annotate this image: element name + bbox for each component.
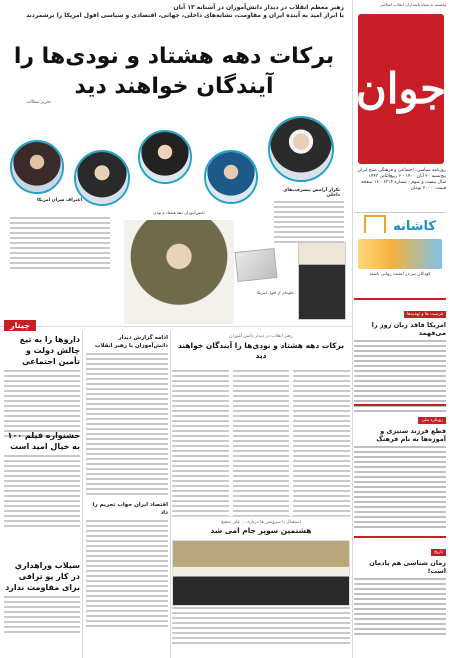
middle-column xyxy=(86,334,168,630)
house-icon xyxy=(364,215,386,233)
masthead-motto: وابسته به سپاه پاسداران انقلاب اسلامی xyxy=(379,2,446,7)
collage-caption-title: اعتراف سران امریکا xyxy=(37,198,82,203)
newspaper-logo[interactable]: جوان xyxy=(358,14,444,164)
masthead-info xyxy=(352,168,446,192)
section-tag: چیتار xyxy=(4,320,36,331)
leader-photo xyxy=(268,116,334,182)
left-story-body xyxy=(4,370,80,437)
sport-title[interactable]: هشتمین سوپر جام امی شد xyxy=(210,526,312,535)
rail-story-2[interactable] xyxy=(354,404,446,531)
student-photo xyxy=(204,150,258,204)
left-story-1[interactable] xyxy=(4,334,80,440)
team-photo xyxy=(172,540,350,606)
student-photo xyxy=(138,130,192,184)
left-story-headline[interactable]: جشنواره فیلم ۱۰۰ به خیال امید است xyxy=(7,431,80,451)
student-photo xyxy=(10,140,64,194)
lead-kicker-line: رهبر معظم انقلاب در دیدار دانش‌آموزان در آستانه ۱۳ آبان xyxy=(173,4,344,11)
left-story-headline[interactable]: داروها را به تیغ چالش دولت و تأمین اجتماعی xyxy=(19,335,80,366)
book-image xyxy=(235,248,278,282)
left-story-body xyxy=(4,596,80,633)
center-article-body xyxy=(172,367,350,520)
lead-story-header xyxy=(0,0,350,112)
sport-divider xyxy=(172,516,350,517)
kashane-caption: کودکان نیز در امنیت روانی باشند xyxy=(369,272,431,277)
rail-headline[interactable]: قطع فرزند ستیزی و آموزه‌ها به نام فرهنگ xyxy=(376,427,446,443)
photo-collage xyxy=(4,110,350,324)
lead-byline: تحریر مطالب xyxy=(26,100,52,105)
rail-tag: تاریخ xyxy=(431,549,446,556)
rail-tag: فرصت ها و تهدیدها xyxy=(404,311,446,318)
left-story-headline[interactable]: سیلاب وراهداري در کار یو ترافی برای مقاومت ندارد xyxy=(5,561,80,592)
rail-story-1[interactable] xyxy=(354,298,446,415)
collage-caption xyxy=(12,198,82,203)
masthead-info-line: روزنامه سیاسی، اجتماعی و فرهنگی صبح ایران xyxy=(357,168,446,173)
masthead-date: پنج‌شنبه ۲۰ آبان ۱۴۰۰ - ۶ ربیع‌الثانی ۱۴۴۳ xyxy=(368,174,446,179)
middle-col-head[interactable]: اقتصاد ایران جواب تحریم را داد xyxy=(92,502,168,516)
sport-kicker: استقبال با سرویس ها درباره ... علی شفیع xyxy=(221,520,301,525)
lead-headline[interactable]: برکات دهه هشتاد و نودی‌ها را آیندگان خواهند دید xyxy=(13,44,335,99)
center-article-title[interactable]: برکات دهه هشتاد و نودی‌ها را آیندگان خواهند دید xyxy=(177,341,345,360)
left-story-2[interactable] xyxy=(4,430,80,530)
rail-story-3[interactable] xyxy=(354,536,446,638)
kashane-promo[interactable] xyxy=(354,212,446,270)
column-divider xyxy=(170,330,171,658)
student-photo xyxy=(74,150,130,206)
rail-body-text xyxy=(354,340,446,412)
rail-headline[interactable]: امریکا فاقد زبان زور را می‌فهمد xyxy=(371,321,446,337)
middle-col-body xyxy=(86,520,168,627)
collage-caption: جلوه‌ای از افول امریکا xyxy=(256,290,294,295)
middle-col-head[interactable]: ادامه گزارش دیدار دانش‌آموزان با رهبر انقلاب xyxy=(94,335,168,349)
commander-photo xyxy=(124,220,234,324)
sport-story[interactable] xyxy=(172,520,350,606)
rail-tag: رویکرد ملی xyxy=(418,417,446,424)
lead-kicker xyxy=(4,4,344,20)
rail-body-text xyxy=(354,578,446,635)
left-story-body xyxy=(4,455,80,527)
rail-divider xyxy=(352,0,353,658)
middle-col-body xyxy=(86,353,168,495)
masthead xyxy=(350,0,450,210)
collage-caption: دانش‌آموزان دهه هشتاد و نودی xyxy=(153,210,205,215)
collage-right-text xyxy=(274,198,344,246)
rail-headline[interactable]: زمان شناسی هم پادمان است! xyxy=(369,559,446,575)
column-divider xyxy=(82,330,83,658)
masthead-issue: سال بیست و سوم - شماره ۶۳۱۴ - ۱۶ صفحه xyxy=(361,180,446,185)
martyr-portrait xyxy=(298,242,346,320)
collage-caption xyxy=(274,188,340,198)
kashane-image xyxy=(358,239,442,269)
fold-divider xyxy=(0,326,352,327)
center-article[interactable] xyxy=(172,334,350,520)
lead-kicker-line: با ابراز امید به آینده ایران و مقاومت، نشانه‌های داخلی، جهانی، اقتصادی و سیاسی افول امریکا را برشمردند xyxy=(26,12,344,19)
center-article-kicker: رهبر انقلاب در دیدار دانش آموزان xyxy=(229,334,293,339)
kashane-title: کاشانه xyxy=(393,219,436,234)
masthead-price: قیمت: ۲۰۰۰ تومان xyxy=(410,186,446,191)
collage-left-text xyxy=(10,214,110,272)
rail-body-text xyxy=(354,446,446,528)
left-story-3[interactable] xyxy=(4,560,80,636)
collage-caption-title: تکرار آرامش پیشرفت‌های داخلی xyxy=(283,188,340,198)
sport-body xyxy=(172,604,350,654)
